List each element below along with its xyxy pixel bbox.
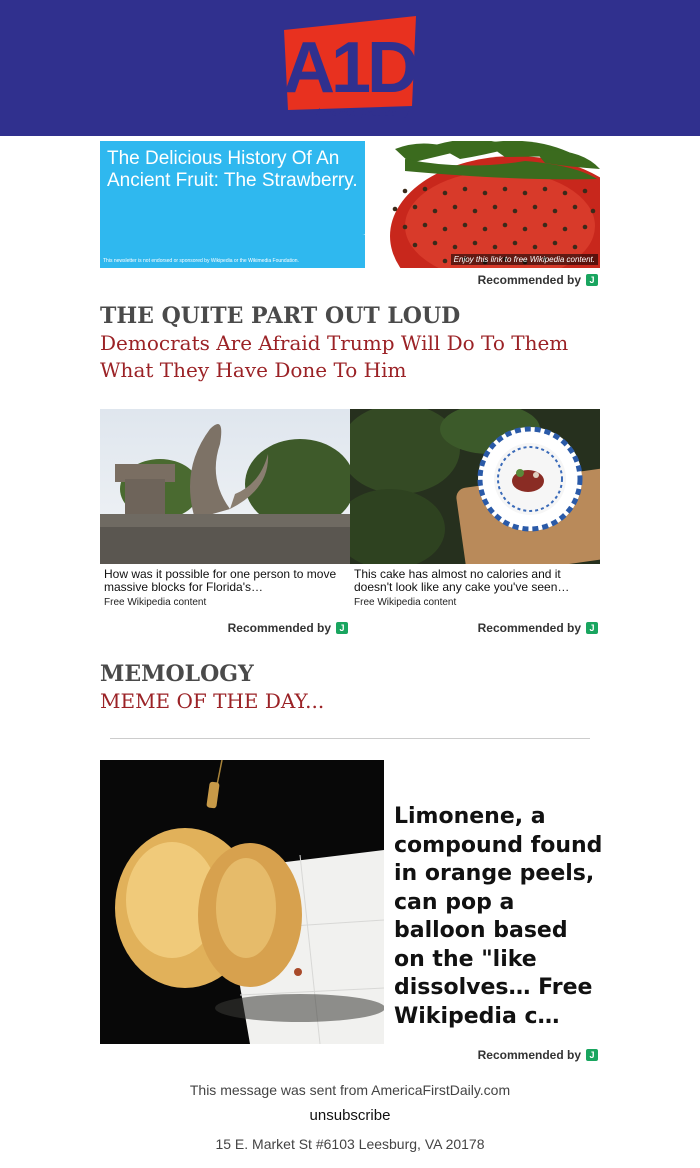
promo-caption: Enjoy this link to free Wikipedia content. (451, 254, 598, 265)
section-subtitle: MEME OF THE DAY... (100, 689, 325, 713)
balloon-image[interactable] (100, 760, 384, 1044)
cake-image[interactable] (350, 409, 600, 564)
promo-disclaimer: This newsletter is not endorsed or sponsored by Wikipedia or the Wikimedia Foundation. (103, 258, 299, 264)
logo-letters: A1D (282, 28, 416, 108)
card-source: Free Wikipedia content (354, 597, 457, 608)
divider (110, 738, 590, 739)
jeeng-badge-icon: J (586, 274, 598, 286)
recommended-by-link[interactable]: Recommended by J (478, 621, 598, 635)
section-label: THE QUITE PART OUT LOUD (100, 303, 461, 329)
brand-logo[interactable] (282, 14, 418, 124)
jeeng-badge-icon: J (586, 1049, 598, 1061)
strawberry-image[interactable] (365, 141, 600, 268)
logo-tagline: America first daily (315, 108, 409, 119)
card-title-link[interactable]: This cake has almost no calories and it doesn't look like any cake you've seen… (354, 567, 570, 594)
logo-mark-icon (282, 14, 418, 124)
recommended-by-link[interactable]: Recommended by J (478, 1048, 598, 1062)
headline-link[interactable]: Democrats Are Afraid Trump Will Do To Them What They Have Done To Him (100, 331, 569, 382)
footer-sent-from: This message was sent from AmericaFirstDaily.com (189, 1082, 511, 1098)
recommended-by-link[interactable]: Recommended by J (478, 273, 598, 287)
footer-address: 15 E. Market St #6103 Leesburg, VA 20178 (215, 1136, 485, 1152)
header-bar (0, 0, 700, 136)
feature-title-link[interactable]: Limonene, a compound found in orange peels, can pop a balloon based on the "like dissolves… Free Wikipedia c… (394, 804, 603, 1029)
promo-banner[interactable] (100, 141, 600, 268)
jeeng-badge-icon: J (336, 622, 348, 634)
card-source: Free Wikipedia content (104, 597, 207, 608)
promo-title[interactable]: The Delicious History Of An Ancient Fruit: The Strawberry. (107, 148, 358, 191)
unsubscribe-link[interactable]: unsubscribe (309, 1107, 391, 1124)
recommended-by-link[interactable]: Recommended by J (228, 621, 348, 635)
card-title-link[interactable]: How was it possible for one person to move massive blocks for Florida's… (104, 567, 337, 594)
section-label: MEMOLOGY (100, 661, 254, 687)
jeeng-badge-icon: J (586, 622, 598, 634)
coral-castle-image[interactable] (100, 409, 350, 564)
